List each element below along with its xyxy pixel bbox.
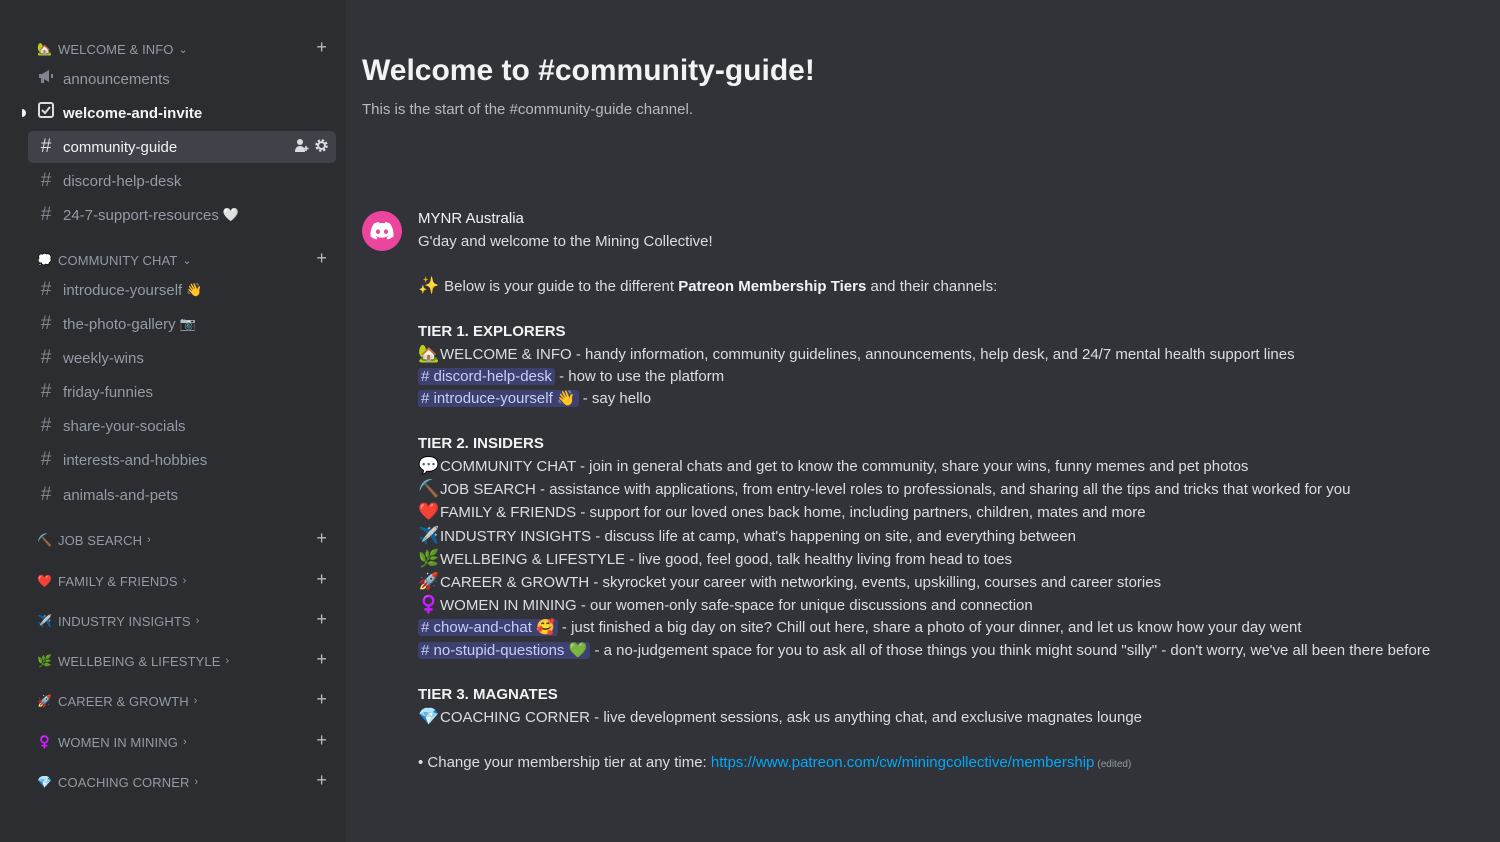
house-icon: 🏡 <box>418 343 440 363</box>
mention-desc: - how to use the platform <box>554 368 725 386</box>
airplane-icon: ✈️ <box>418 525 440 545</box>
category-desc: - handy information, community guidelines, announcements, help desk, and 24/7 mental health support lines <box>571 345 1295 363</box>
blank-line <box>418 253 1458 275</box>
tier1-title: TIER 1. EXPLORERS <box>418 322 566 340</box>
add-channel-icon[interactable]: + <box>316 569 327 589</box>
category-community-chat[interactable] <box>37 250 329 270</box>
blank-line <box>418 299 1458 321</box>
category-desc: - live development sessions, ask us anything chat, and exclusive magnates lounge <box>590 709 1142 727</box>
hash-icon: # <box>40 279 52 300</box>
category-name: WOMEN IN MINING <box>440 597 577 615</box>
category-women-in-mining[interactable] <box>37 732 329 752</box>
channel-welcome-and-invite[interactable] <box>28 97 336 129</box>
tier2-item <box>418 594 1458 617</box>
category-desc: - discuss life at camp, what's happening on site, and everything between <box>591 527 1076 545</box>
chevron-right-icon: › <box>147 534 151 546</box>
channel-interests-and-hobbies[interactable] <box>28 444 336 476</box>
message-area <box>346 0 1500 842</box>
hash-icon: # <box>40 136 52 157</box>
add-channel-icon[interactable]: + <box>316 770 327 790</box>
channel-welcome-subtitle: This is the start of the #community-guide channel. <box>362 101 693 118</box>
category-desc: - join in general chats and get to know the community, share your wins, funny memes and pet photos <box>575 457 1249 475</box>
blank-line <box>418 411 1458 433</box>
category-label: WOMEN IN MINING <box>58 734 178 750</box>
gear-icon[interactable] <box>314 138 328 154</box>
airplane-icon: ✈️ <box>37 614 53 628</box>
add-channel-icon[interactable]: + <box>316 248 327 268</box>
category-name: COMMUNITY CHAT <box>440 457 576 475</box>
channel-mention-discord-help-desk[interactable]: # discord-help-desk <box>418 368 555 385</box>
category-desc: - our women-only safe-space for unique discussions and connection <box>576 597 1033 615</box>
heart-icon: ❤️ <box>37 574 53 588</box>
channel-label: 24-7-support-resources <box>63 206 219 224</box>
channel-label: animals-and-pets <box>63 486 179 504</box>
tier2-item <box>418 571 1458 594</box>
chevron-right-icon: › <box>195 615 200 627</box>
chevron-down-icon: ⌄ <box>182 254 192 267</box>
tier2-item <box>418 501 1458 524</box>
hash-icon: # <box>40 484 52 505</box>
channel-friday-funnies[interactable] <box>28 376 336 408</box>
channel-label: the-photo-gallery <box>63 315 176 333</box>
edited-label: (edited) <box>1097 758 1132 770</box>
chevron-right-icon: › <box>194 776 199 788</box>
channel-community-guide[interactable] <box>28 131 336 163</box>
category-name: JOB SEARCH <box>440 481 536 499</box>
channel-animals-and-pets[interactable] <box>28 479 336 511</box>
add-channel-icon[interactable]: + <box>316 37 327 57</box>
mention-desc: - say hello <box>578 390 652 408</box>
wave-icon: 👋 <box>186 282 203 297</box>
tier2-item <box>418 548 1458 571</box>
channel-mention-no-stupid-questions[interactable]: # no-stupid-questions 💚 <box>418 642 590 659</box>
category-desc: - live good, feel good, talk healthy living from head to toes <box>625 550 1012 568</box>
blank-line <box>418 729 1458 751</box>
channel-weekly-wins[interactable] <box>28 342 336 374</box>
add-channel-icon[interactable]: + <box>316 649 327 669</box>
category-wellbeing-lifestyle[interactable] <box>37 651 329 671</box>
tier1-introduce-line <box>418 388 1458 410</box>
chevron-right-icon: › <box>193 695 198 707</box>
channel-label: introduce-yourself <box>63 281 183 299</box>
category-label: JOB SEARCH <box>58 532 143 548</box>
tier2-title: TIER 2. INSIDERS <box>418 434 544 452</box>
channel-label: community-guide <box>63 138 178 156</box>
category-label: COMMUNITY CHAT <box>58 252 178 268</box>
channel-share-your-socials[interactable] <box>28 410 336 442</box>
hash-icon: # <box>40 381 52 402</box>
hash-icon: # <box>40 449 52 470</box>
channel-announcements[interactable] <box>28 63 336 95</box>
tier2-item <box>418 478 1458 501</box>
category-label: INDUSTRY INSIGHTS <box>58 613 191 629</box>
add-channel-icon[interactable]: + <box>316 609 327 629</box>
mention-desc: - just finished a big day on site? Chill out here, share a photo of your dinner, and let us know how your day went <box>557 619 1302 637</box>
channel-mention-introduce-yourself[interactable]: # introduce-yourself 👋 <box>418 390 579 407</box>
category-name: COACHING CORNER <box>440 709 591 727</box>
tier2-item <box>418 525 1458 548</box>
channel-introduce-yourself[interactable] <box>28 274 336 306</box>
tier1-helpdesk-line <box>418 366 1458 388</box>
gem-icon: 💎 <box>37 775 53 789</box>
channel-label: discord-help-desk <box>63 172 182 190</box>
category-label: COACHING CORNER <box>58 774 190 790</box>
channel-label: announcements <box>63 70 170 88</box>
hash-icon: # <box>40 204 52 225</box>
category-label: FAMILY & FRIENDS <box>58 573 178 589</box>
category-desc: - skyrocket your career with networking, events, upskilling, courses and career stories <box>589 574 1162 591</box>
category-name: WELLBEING & LIFESTYLE <box>440 550 626 568</box>
avatar[interactable] <box>362 211 402 251</box>
channel-sidebar <box>0 0 346 842</box>
mention-desc: - a no-judgement space for you to ask all of those things you think might sound "silly" - don't worry, we've all been there before <box>590 641 1431 659</box>
channel-mention-chow-and-chat[interactable]: # chow-and-chat 🥰 <box>418 619 558 636</box>
category-name: CAREER & GROWTH <box>440 574 590 591</box>
tier1-welcome-line <box>418 343 1458 366</box>
tier3-title: TIER 3. MAGNATES <box>418 686 558 703</box>
herb-icon: 🌿 <box>418 548 440 568</box>
category-family-friends[interactable] <box>37 571 329 591</box>
add-channel-icon[interactable]: + <box>316 689 327 709</box>
heart-icon: ❤️ <box>418 502 440 522</box>
megaphone-icon <box>36 68 56 90</box>
category-industry-insights[interactable] <box>37 611 329 631</box>
chevron-right-icon: › <box>182 575 187 587</box>
gem-icon: 💎 <box>418 707 440 727</box>
hash-icon: # <box>40 170 52 191</box>
greeting-line: G'day and welcome to the Mining Collective! <box>418 233 713 250</box>
channel-label: friday-funnies <box>63 383 154 401</box>
hash-icon: # <box>40 313 52 334</box>
pickaxe-icon: ⛏️ <box>418 479 440 499</box>
tier2-chow-line <box>418 617 1458 639</box>
pickaxe-icon: ⛏️ <box>37 533 53 547</box>
category-name: FAMILY & FRIENDS <box>440 504 577 522</box>
category-desc: - assistance with applications, from entry-level roles to professionals, and sharing all the tips and tricks that worked for you <box>535 481 1351 499</box>
female-sign-icon: ♀️ <box>37 735 53 749</box>
add-channel-icon[interactable]: + <box>316 730 327 750</box>
message-author[interactable]: MYNR Australia <box>418 210 524 227</box>
category-name: WELCOME & INFO <box>440 345 572 363</box>
tier3-item <box>418 706 1458 729</box>
unread-indicator <box>22 109 26 117</box>
footer-line <box>418 752 1458 776</box>
intro-post: and their channels: <box>866 278 998 296</box>
tier2-item <box>418 455 1458 478</box>
category-label: CAREER & GROWTH <box>58 693 189 709</box>
thought-bubble-icon: 💭 <box>37 253 53 267</box>
invite-icon[interactable] <box>294 138 308 154</box>
channel-24-7-support-resources[interactable] <box>28 199 336 231</box>
house-icon: 🏡 <box>37 42 53 56</box>
chevron-right-icon: › <box>182 736 187 748</box>
category-coaching-corner[interactable] <box>37 772 329 792</box>
hash-icon: # <box>40 415 52 436</box>
chevron-right-icon: › <box>225 655 230 667</box>
category-desc: - support for our loved ones back home, including partners, children, mates and more <box>576 504 1146 522</box>
message-body <box>418 231 1458 776</box>
channel-label: interests-and-hobbies <box>63 451 208 469</box>
channel-actions <box>294 138 328 154</box>
channel-the-photo-gallery[interactable] <box>28 308 336 340</box>
white-heart-icon: 🤍 <box>222 207 240 222</box>
camera-icon: 📷 <box>179 316 196 331</box>
hash-icon: # <box>40 347 52 368</box>
chevron-down-icon: ⌄ <box>178 43 188 56</box>
membership-link[interactable]: https://www.patreon.com/cw/miningcollective/membership <box>710 753 1095 771</box>
intro-line <box>418 275 1458 298</box>
channel-label: share-your-socials <box>63 417 186 435</box>
category-welcome-info[interactable] <box>37 39 329 59</box>
blank-line <box>418 662 1458 684</box>
category-label: WELLBEING & LIFESTYLE <box>58 653 221 669</box>
category-job-search[interactable] <box>37 530 329 550</box>
channel-welcome-title: Welcome to #community-guide! <box>362 54 815 87</box>
channel-discord-help-desk[interactable] <box>28 165 336 197</box>
category-career-growth[interactable] <box>37 691 329 711</box>
checklist-icon <box>36 102 56 124</box>
speech-bubble-icon: 💬 <box>418 455 440 475</box>
intro-bold: Patreon Membership Tiers <box>678 278 867 296</box>
category-label: WELCOME & INFO <box>58 41 174 57</box>
footer-text: • Change your membership tier at any time: <box>418 753 711 771</box>
add-channel-icon[interactable]: + <box>316 528 327 548</box>
herb-icon: 🌿 <box>37 654 53 668</box>
channel-label: welcome-and-invite <box>63 104 203 122</box>
discord-logo-icon <box>370 222 394 240</box>
rocket-icon: 🚀 <box>37 694 53 708</box>
tier2-questions-line <box>418 640 1458 662</box>
channel-label: weekly-wins <box>63 349 144 367</box>
rocket-icon: 🚀 <box>418 572 440 591</box>
category-name: INDUSTRY INSIGHTS <box>440 527 592 545</box>
sparkles-icon: ✨ <box>418 276 440 296</box>
female-sign-icon: ♀️ <box>418 595 440 615</box>
intro-pre: Below is your guide to the different <box>440 278 679 296</box>
